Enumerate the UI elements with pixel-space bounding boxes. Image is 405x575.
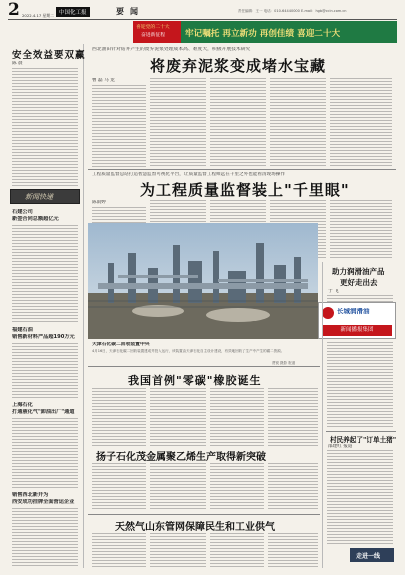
photo-caption-title: 天津石化碳二回收装置中央 (92, 342, 150, 347)
refinery-photo-illustration (88, 223, 318, 339)
right-body-2 (327, 342, 393, 428)
news-express-label: 新闻快递 (25, 193, 53, 201)
story3-body-col4 (268, 388, 318, 446)
right-headline-2: 更好走出去 (340, 278, 378, 287)
right-section2-title: 村民养起了"订单土猪" (330, 436, 397, 444)
brief-2-body (12, 343, 78, 398)
footer-tag-label: 走进一线 (356, 553, 381, 560)
right-headline-1: 助力润滑油产品 (332, 267, 385, 276)
brief-3-title-b: 打通液化气"卸油出厂"通道 (12, 408, 75, 415)
story3-body-col2 (150, 388, 206, 446)
story1-body-col3 (210, 78, 266, 167)
lubricant-ad (318, 302, 396, 339)
brief-4 (12, 492, 78, 505)
header-rule (8, 19, 397, 20)
story4-body-col2 (150, 463, 206, 511)
story3-rule (88, 366, 320, 367)
story1-headline: 将废弃泥浆变成堵水宝藏 (150, 57, 327, 75)
story1-body-col2 (150, 78, 206, 167)
story5-body-col1 (92, 533, 146, 567)
story1-divider (88, 169, 396, 170)
story5-body-col3 (210, 533, 264, 567)
story2-byline: 陈雨婷 (92, 200, 106, 205)
story5-body-col2 (150, 533, 206, 567)
right-byline: 于 飞 (328, 289, 339, 294)
brief-3-body (12, 418, 78, 488)
brief-2 (12, 327, 78, 340)
right-section2-body (327, 450, 393, 545)
lubricant-logo-icon (322, 307, 334, 319)
story2-headline-quote: "千里眼" (284, 181, 350, 199)
news-express-box (10, 189, 80, 204)
ad-tag: 新闻播报集团 (322, 325, 392, 336)
brief-2-title-a: 福建石油 (12, 327, 33, 333)
right-body (327, 295, 393, 302)
story4-headline: 扬子石化茂金属聚乙烯生产取得新突破 (96, 452, 266, 463)
story1-body-col1 (92, 85, 146, 167)
brief-1-title-a: 石建公司 (12, 209, 33, 215)
brief-3 (12, 402, 78, 415)
plant-photo (88, 223, 318, 339)
story2-body-col5 (330, 200, 392, 259)
story4-body-col4 (268, 463, 318, 511)
story4-body-col3 (210, 463, 264, 511)
brief-2-title-b: 销售新材料产品超190万元 (12, 333, 75, 340)
story4-body-col1 (92, 463, 146, 511)
footer-tag (350, 548, 394, 562)
editorial-title: 安全效益要双赢 (12, 50, 86, 61)
editorial-body (12, 68, 78, 186)
banner (133, 21, 397, 43)
story3-body-col3 (210, 388, 264, 446)
story3-body-col1 (92, 388, 146, 446)
left-column-divider (83, 44, 84, 568)
story2-headline (140, 179, 350, 200)
banner-label (133, 21, 181, 43)
brief-4-body (12, 508, 78, 566)
brief-1-body (12, 225, 78, 323)
right-column-divider (322, 262, 323, 568)
brief-4-title-b: 西安成功挂牌全面营运企业 (12, 498, 75, 505)
issue-date: 2022.4.17 星期二 (22, 13, 54, 18)
paper-logo: 中国化工报 (56, 7, 90, 17)
ad-brand: 长城润滑油 (337, 308, 370, 315)
story5-headline: 天然气山东管网保障民生和工业供气 (115, 522, 275, 533)
story5-body-col4 (268, 533, 318, 567)
section-name: 要闻 (116, 6, 144, 16)
banner-label-line2: 奋进新征程 (141, 33, 165, 39)
story2-kicker: 工程质量监督总站打造智慧监督可视化平台，让质量监督工程师远在千里之外也能看清现场操作 (92, 172, 285, 177)
photo-credit: 贾锐 摄影 报道 (272, 361, 296, 365)
story2-headline-main: 为工程质量监督装上 (140, 181, 285, 199)
story5-rule (88, 514, 320, 515)
photo-caption-body: 4月16日，天津石化碳二回收装置建成并投入运行，该装置由天津石化自主设计建设，有效地回收了生产中产生的碳二资源。 (92, 349, 285, 353)
brief-3-title-a: 上海石化 (12, 402, 33, 408)
masthead (8, 0, 397, 20)
page-number: 2 (8, 0, 20, 20)
editorial-byline: 陈 晨 (12, 61, 23, 66)
story1-kicker: 西北油田针对钻井产生的废弃泥浆处理成本高、难度大，积极开展技术研究 (92, 47, 251, 52)
right-section2-byline: 邵建红 报道 (328, 444, 353, 449)
editor-info: 责任编辑：王一 电话：010-64440000 E-mail：hgb@ccin.com.cn (238, 9, 347, 13)
story1-byline: 曹 磊 马 龙 (92, 78, 115, 83)
brief-4-title-a: 销售西北新开为 (12, 492, 49, 498)
banner-label-line1: 喜迎党的二十大 (136, 25, 170, 30)
story1-body-col5 (330, 78, 392, 167)
right-section-rule (326, 431, 396, 432)
brief-1-title-b: 新签合同总额超亿元 (12, 215, 59, 222)
banner-slogan: 牢记嘱托 再立新功 再创佳绩 喜迎二十大 (185, 29, 341, 39)
story3-headline: 我国首例"零碳"橡胶诞生 (128, 374, 262, 387)
story1-body-col4 (270, 78, 326, 167)
brief-1 (12, 209, 78, 222)
